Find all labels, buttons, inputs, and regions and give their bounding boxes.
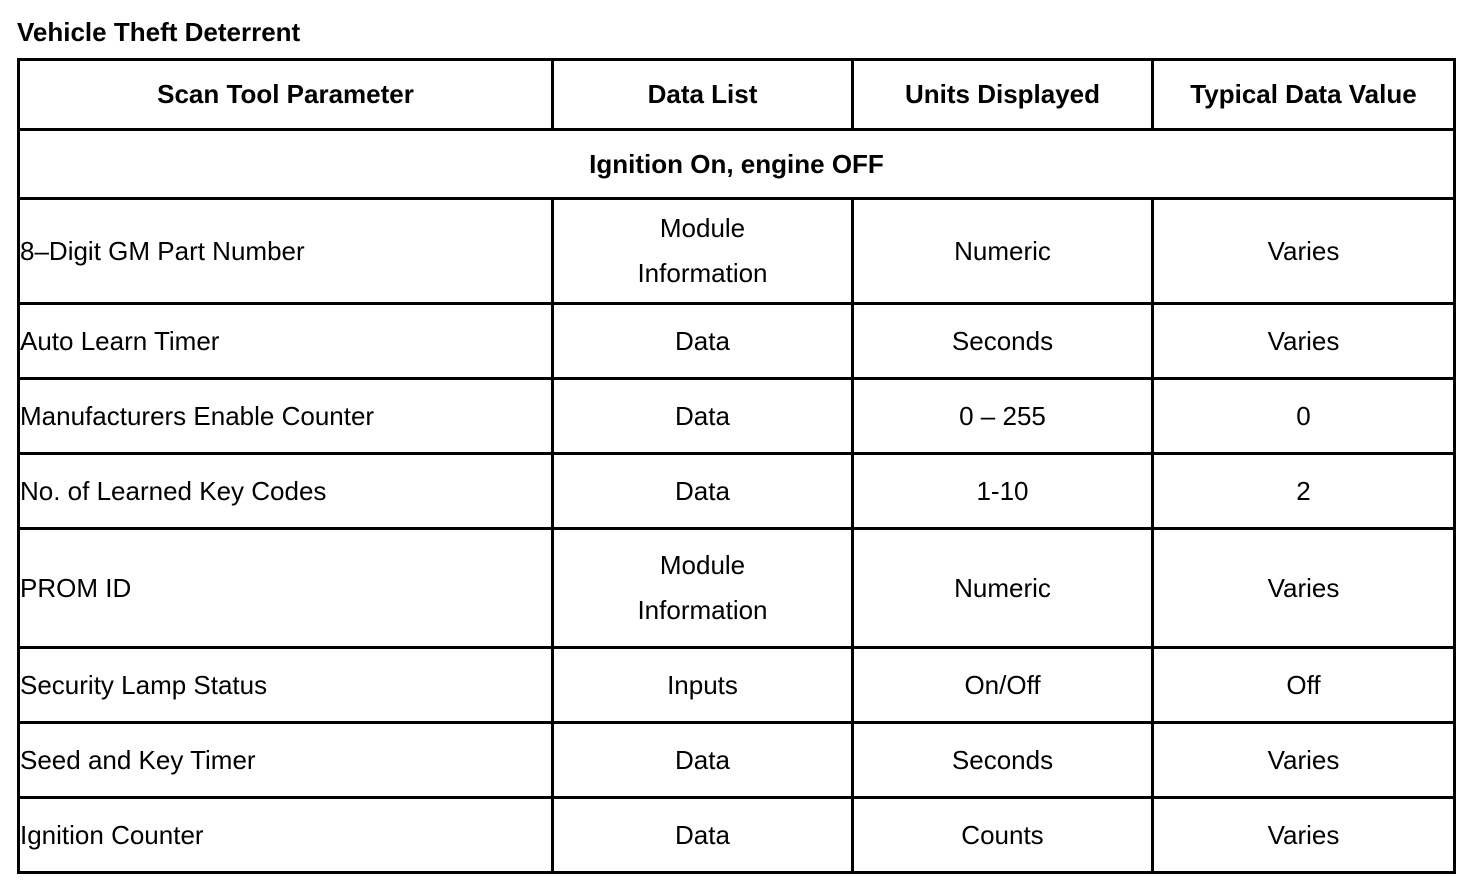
data-list-line: Module [659,550,746,580]
units-cell: 1-10 [853,454,1153,529]
column-header-parameter: Scan Tool Parameter [19,60,553,130]
table-row [19,304,1455,379]
typical-value-cell: Off [1153,648,1455,723]
units-cell: Numeric [853,199,1153,304]
typical-value-cell: 0 [1153,379,1455,454]
units-cell: Seconds [853,304,1153,379]
section-label: Ignition On, engine OFF [19,130,1455,199]
typical-value-cell: Varies [1153,529,1455,648]
parameter-cell: Ignition Counter [19,798,553,873]
table-row [19,723,1455,798]
table-row [19,798,1455,873]
parameter-cell: Manufacturers Enable Counter [19,379,553,454]
column-header-data-list: Data List [553,60,853,130]
typical-value-cell: 2 [1153,454,1455,529]
data-list-line: Information [637,595,768,625]
units-cell: 0 – 255 [853,379,1153,454]
document-title: Vehicle Theft Deterrent [17,17,301,47]
units-cell: On/Off [853,648,1153,723]
data-list-cell [553,199,853,304]
data-list-cell: Data [553,723,853,798]
units-cell: Numeric [853,529,1153,648]
data-list-cell: Inputs [553,648,853,723]
typical-value-cell: Varies [1153,199,1455,304]
data-list-cell: Data [553,798,853,873]
table-row [19,529,1455,648]
parameter-cell: Auto Learn Timer [19,304,553,379]
typical-value-cell: Varies [1153,798,1455,873]
typical-value-cell: Varies [1153,723,1455,798]
table-row [19,199,1455,304]
data-list-cell [553,529,853,648]
parameter-cell: No. of Learned Key Codes [19,454,553,529]
column-header-units: Units Displayed [853,60,1153,130]
data-list-line: Module [659,213,746,243]
data-list-cell: Data [553,379,853,454]
data-list-cell: Data [553,304,853,379]
parameter-cell: Security Lamp Status [19,648,553,723]
section-row [19,130,1455,199]
parameter-cell: PROM ID [19,529,553,648]
data-list-cell: Data [553,454,853,529]
units-cell: Seconds [853,723,1153,798]
header-row [19,60,1455,130]
typical-value-cell: Varies [1153,304,1455,379]
table-row [19,379,1455,454]
parameter-cell: Seed and Key Timer [19,723,553,798]
data-list-line: Information [637,258,768,288]
parameter-cell: 8–Digit GM Part Number [19,199,553,304]
table-row [19,454,1455,529]
column-header-typical-value: Typical Data Value [1153,60,1455,130]
table-row [19,648,1455,723]
data-table [17,58,1456,874]
units-cell: Counts [853,798,1153,873]
